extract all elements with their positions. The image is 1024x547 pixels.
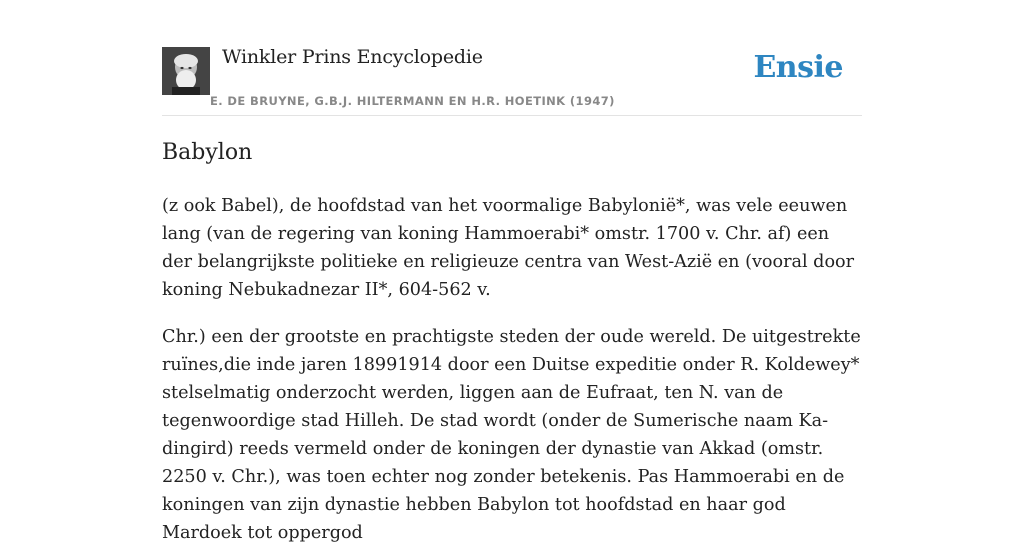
article-paragraph: (z ook Babel), de hoofdstad van het voormalige Babylonië*, was vele eeuwen lang (van de regering van koning Hammoerabi* omstr. 1700 v. Chr. af) een der belangrijkste politieke en religieuze centra van West-Azië en (vooral door koning Nebukadnezar II*, 604-562 v.: [162, 196, 855, 300]
site-title[interactable]: Winkler Prins Encyclopedie: [222, 46, 483, 68]
site-header: [162, 0, 862, 116]
article-title: Babylon: [162, 140, 253, 165]
content-column: [162, 0, 862, 543]
author-avatar[interactable]: [162, 47, 210, 95]
authors-byline: E. DE BRUYNE, G.B.J. HILTERMANN EN H.R. HOETINK (1947): [210, 94, 615, 108]
article-paragraph: Chr.) een der grootste en prachtigste steden der oude wereld. De uitgestrekte ruïnes,die inde jaren 18991914 door een Duitse expeditie onder R. Koldewey* stelselmatig onderzocht werden, liggen aan de Eufraat, ten N. van de tegenwoordige stad Hilleh. De stad wordt (onder de Sumerische naam Ka-dingird) reeds vermeld onder de koningen der dynastie van Akkad (omstr. 2250 v. Chr.), was toen echter nog zonder betekenis. Pas Hammoerabi en de koningen van zijn dynastie hebben Babylon tot hoofdstad en haar god Mardoek tot oppergod: [162, 327, 861, 543]
portrait-image: [162, 47, 210, 95]
brand-logo[interactable]: Ensie: [753, 50, 843, 85]
